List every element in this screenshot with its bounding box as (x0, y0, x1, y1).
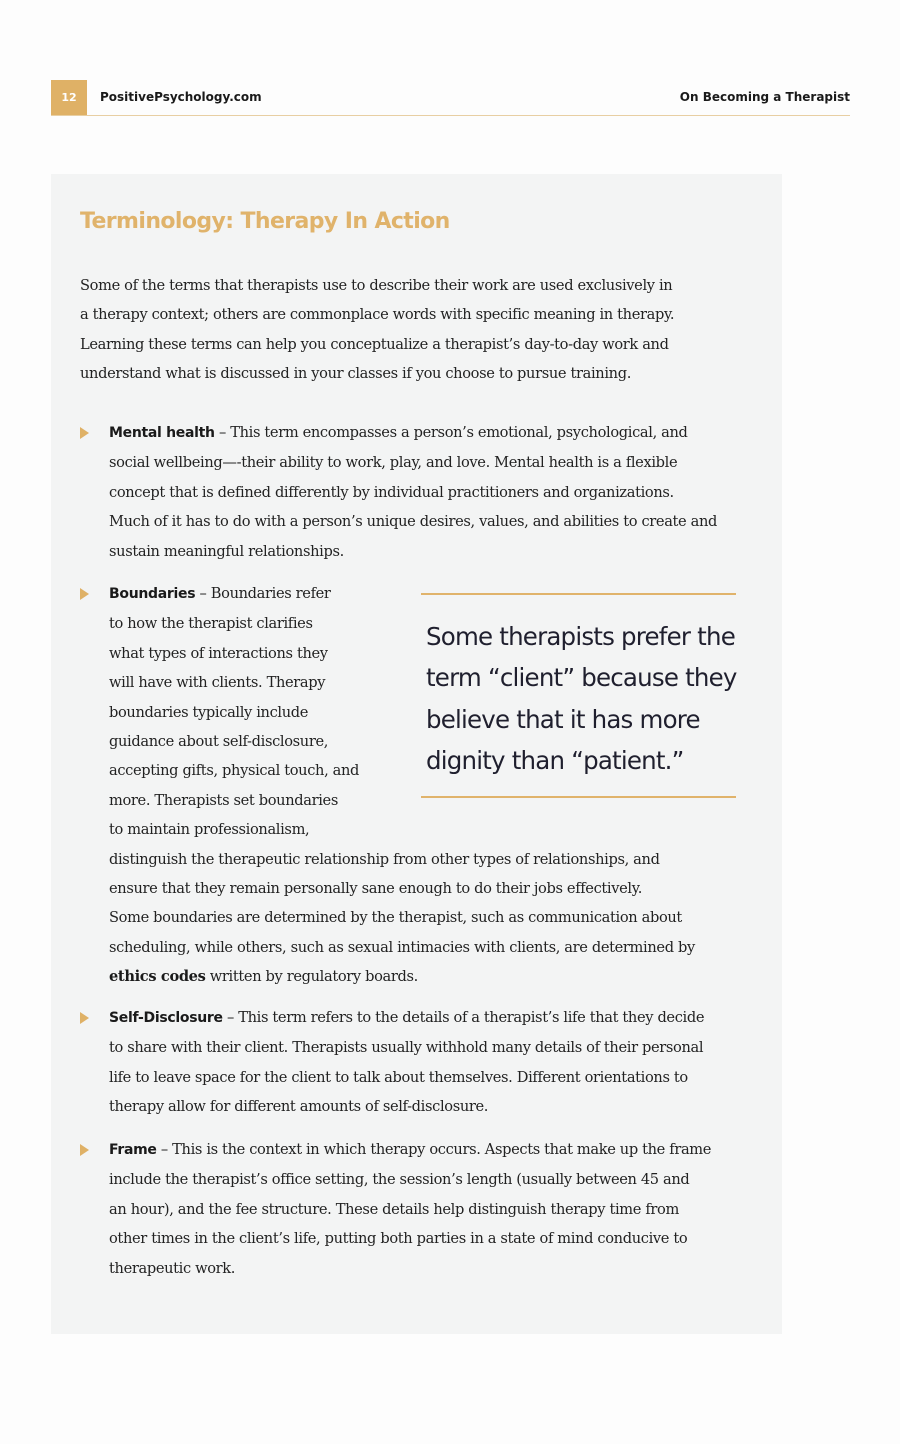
term-line: to maintain professionalism, (109, 821, 310, 839)
pull-quote (421, 593, 736, 798)
term-line: include the therapist’s office setting, the session’s length (usually between 45 and (109, 1171, 690, 1189)
triangle-bullet-icon (80, 1144, 89, 1156)
pull-quote-line: Some therapists prefer the (426, 622, 735, 651)
term-line: other times in the client’s life, putting both parties in a state of mind conducive to (109, 1230, 688, 1248)
term-line: sustain meaningful relationships. (109, 542, 344, 560)
triangle-bullet-icon (80, 427, 89, 439)
term-line: boundaries typically include (109, 703, 309, 721)
intro-line: a therapy context; others are commonplace words with specific meaning in therapy. (80, 306, 675, 324)
document-title: On Becoming a Therapist (679, 90, 850, 104)
term-line-end: written by regulatory boards. (205, 968, 418, 986)
term-line: more. Therapists set boundaries (109, 791, 338, 809)
term-line: social wellbeing—-their ability to work, play, and love. Mental health is a flexible (109, 454, 678, 472)
term-item-self-disclosure (80, 1003, 752, 1122)
term-definition: – This term encompasses a person’s emotional, psychological, and (214, 424, 688, 441)
term-line: concept that is defined differently by individual practitioners and organizations. (109, 483, 674, 501)
term-label: Self-Disclosure (109, 1010, 223, 1026)
term-definition: – This is the context in which therapy occurs. Aspects that make up the frame (156, 1141, 712, 1158)
intro-paragraph (80, 271, 720, 389)
term-line: accepting gifts, physical touch, and (109, 762, 360, 780)
triangle-bullet-icon (80, 1012, 89, 1024)
term-line: therapeutic work. (109, 1259, 236, 1277)
term-label: Boundaries (109, 586, 196, 602)
term-line: to share with their client. Therapists usually withhold many details of their personal (109, 1039, 704, 1057)
term-line: life to leave space for the client to talk about themselves. Different orientations to (109, 1068, 688, 1086)
term-line: distinguish the therapeutic relationship from other types of relationships, and (109, 850, 660, 868)
ethics-codes-emphasis: ethics codes (109, 968, 206, 986)
intro-line: Some of the terms that therapists use to describe their work are used exclusively in (80, 277, 673, 294)
pull-quote-line: dignity than “patient.” (426, 745, 684, 775)
term-line: Much of it has to do with a person’s unique desires, values, and abilities to create and (109, 513, 718, 531)
term-line: therapy allow for different amounts of self-disclosure. (109, 1098, 489, 1116)
pull-quote-line: believe that it has more (426, 704, 700, 734)
term-first-line (109, 1003, 752, 1033)
term-line: an hour), and the fee structure. These details help distinguish therapy time from (109, 1200, 679, 1218)
term-line (109, 962, 752, 991)
section-title: Terminology: Therapy In Action (80, 209, 450, 234)
term-line: scheduling, while others, such as sexual intimacies with clients, are determined by (109, 938, 695, 956)
term-definition: – Boundaries refer (195, 585, 331, 602)
term-item-frame (80, 1135, 752, 1283)
intro-line: Learning these terms can help you conceptualize a therapist’s day-to-day work and (80, 335, 669, 353)
triangle-bullet-icon (80, 588, 89, 600)
terminology-panel (51, 174, 782, 1334)
term-label: Mental health (109, 425, 215, 441)
pull-quote-text (426, 616, 736, 781)
term-item-mental-health (80, 418, 752, 566)
term-line: guidance about self-disclosure, (109, 733, 329, 751)
term-first-line (109, 418, 752, 448)
site-name: PositivePsychology.com (100, 90, 262, 104)
term-line: to how the therapist clarifies (109, 615, 313, 633)
term-first-line (109, 1135, 752, 1165)
term-label: Frame (109, 1142, 157, 1158)
term-line: Some boundaries are determined by the therapist, such as communication about (109, 909, 682, 927)
term-line: what types of interactions they (109, 644, 328, 662)
page-number-badge: 12 (51, 80, 87, 115)
term-definition: – This term refers to the details of a therapist’s life that they decide (222, 1009, 705, 1026)
term-line: ensure that they remain personally sane enough to do their jobs effectively. (109, 880, 642, 898)
page-header (51, 80, 850, 116)
pull-quote-line: term “client” because they (426, 663, 737, 693)
term-line: will have with clients. Therapy (109, 674, 326, 692)
intro-line: understand what is discussed in your classes if you choose to pursue training. (80, 365, 631, 383)
